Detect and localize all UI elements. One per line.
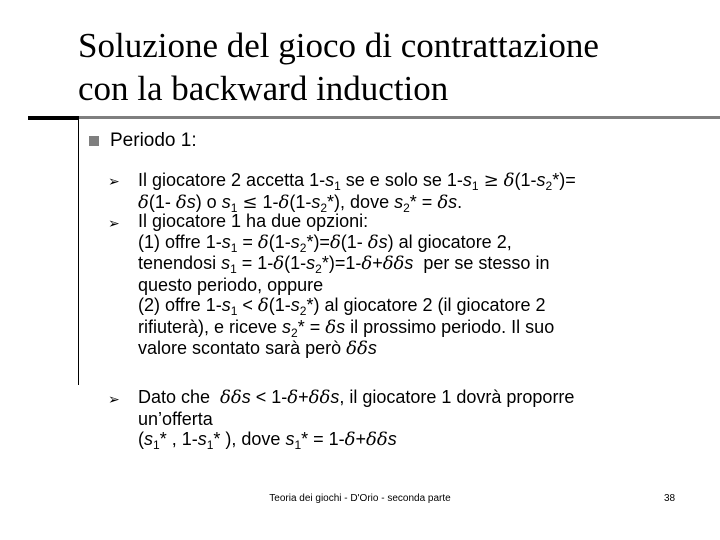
- item-2-line-3: tenendosi $s_1 = 1-\delta(1-s_2*)=1-\delta+\delta\delta s$ per se stesso in: [138, 253, 550, 276]
- title-rule-left: [28, 116, 79, 120]
- item-3-line-1: Dato che δδs < 1-δ+δδs, il giocatore 1 dovrà proporre: [138, 387, 575, 408]
- bullet-level1-periodo: Periodo 1:: [110, 130, 197, 151]
- slide-title: [78, 24, 698, 110]
- item-3-line-2: un’offerta: [138, 408, 213, 429]
- bullet-item-1: [138, 170, 713, 213]
- arrowhead-bullet-icon: ➢: [108, 174, 120, 190]
- footer-text: Teoria dei giochi - D'Orio - seconda parte: [269, 493, 451, 504]
- item-2-line-7: valore scontato sarà però δδs: [138, 338, 377, 359]
- item-2-line-4: questo periodo, oppure: [138, 274, 324, 295]
- title-line-2: con la backward induction: [78, 69, 449, 108]
- arrowhead-bullet-icon: ➢: [108, 216, 120, 232]
- item-2-line-6: rifiuterà), e riceve $s_2* = \delta s$ il prossimo periodo. Il suo: [138, 316, 555, 340]
- item-3-line-3: ($s_1*$ , $1-s_1*$ ), dove $s_1* = 1-\delta+\delta\delta s$: [138, 429, 397, 452]
- item-1-line-1: Il giocatore 2 accetta $1-s_1$ se e solo se $1-s_1 \ge \delta(1-s_2*)=$: [138, 170, 576, 193]
- title-rule-vertical: [78, 117, 79, 385]
- square-bullet-icon: [89, 136, 99, 146]
- bullet-item-3: [138, 387, 713, 451]
- item-2-line-2: (1) offre $1-s_1 = \delta(1-s_2*)=\delta(1-$ δs) al giocatore 2,: [138, 231, 512, 255]
- title-rule-right: [79, 116, 720, 119]
- item-1-line-2: δ(1- δs) o $s_1 \le 1-\delta(1-s_2*)$, dove $s_2* = \delta s$.: [138, 191, 463, 215]
- item-2-line-5: (2) offre $1-s_1 < \delta(1-s_2*)$ al giocatore 2 (il giocatore 2: [138, 295, 546, 318]
- title-line-1: Soluzione del gioco di contrattazione: [78, 26, 599, 65]
- item-2-line-1: Il giocatore 1 ha due opzioni:: [138, 211, 369, 231]
- arrowhead-bullet-icon: ➢: [108, 392, 120, 408]
- bullet-item-2: [138, 211, 713, 360]
- page-number: 38: [664, 493, 676, 504]
